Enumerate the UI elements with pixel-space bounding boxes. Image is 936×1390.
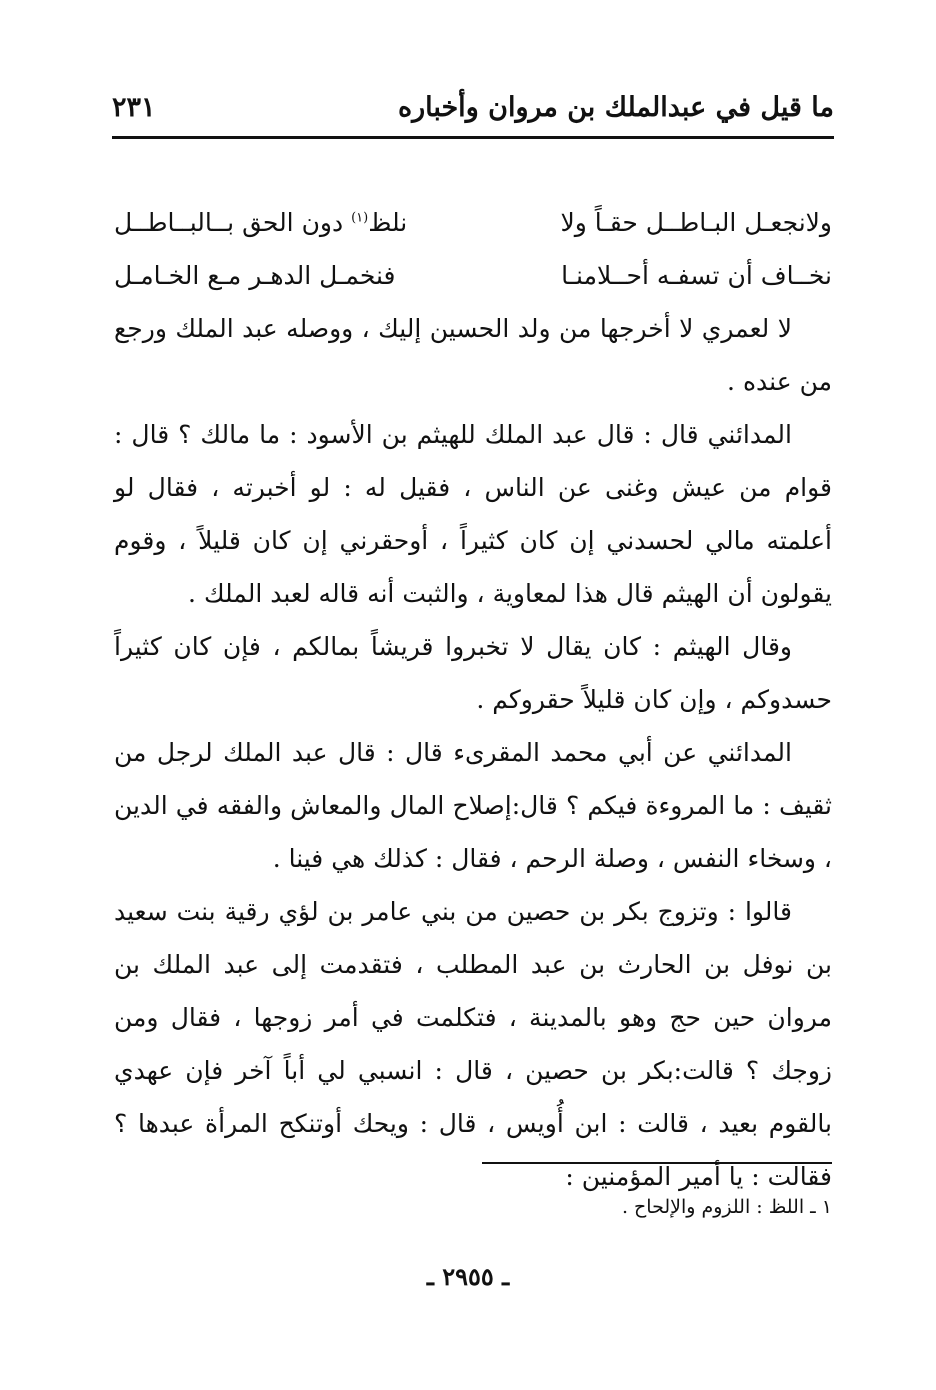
footnote: ١ ـ اللظ : اللزوم والإلحاح . bbox=[621, 1196, 832, 1218]
paragraph: المدائني عن أبي محمد المقرىء قال : قال عبد الملك لرجل من ثقيف : ما المروءة فيكم ؟ قال:إصلاح المال والمعاش والفقه في الدين ، وسخاء النفس ، وصلة الرحم ، فقال : كذلك هي فينا . bbox=[114, 738, 832, 873]
verse-1-first-hemistich: ولانجعـل البـاطــل حقـاً ولا bbox=[560, 208, 832, 237]
footnote-divider bbox=[482, 1162, 832, 1164]
verse-2-first-hemistich: نخــاف أن تسفـه أحــلامنـا bbox=[561, 261, 832, 290]
page-header bbox=[112, 88, 834, 130]
verse-line-2 bbox=[114, 249, 832, 302]
header-divider bbox=[112, 136, 834, 139]
verse-1-second-hemistich bbox=[114, 196, 407, 249]
verse-word-with-footnote: نلظ bbox=[368, 208, 408, 237]
verse-line-1 bbox=[114, 196, 832, 249]
main-text bbox=[114, 196, 832, 1203]
paragraph: المدائني قال : قال عبد الملك للهيثم بن الأسود : ما مالك ؟ قال : قوام من عيش وغنى عن الناس ، فقيل له : لو أخبرته ، فقال لو أعلمته مالي لحسدني إن كان كثيراً ، أوحقرني إن كان قليلاً ، وقوم يقولون أن الهيثم قال هذا لمعاوية ، والثبت أنه قاله لعبد الملك . bbox=[114, 420, 832, 608]
running-title: ما قيل في عبدالملك بن مروان وأخباره bbox=[397, 92, 834, 123]
paragraph: قالوا : وتزوج بكر بن حصين من بني عامر بن لؤي رقية بنت سعيد بن نوفل بن الحارث بن عبد المطلب ، فتقدمت إلى عبد الملك بن مروان حين حج وهو بالمدينة ، فتكلمت في أمر زوجها ، فقال ومن زوجك ؟ قالت:بكر بن حصين ، قال : انسبي لي أباً آخر فإن عهدي بالقوم بعيد ، قالت : ابن أُويس ، قال : ويحك أوتنكح المرأة عبدها ؟ فقالت : يا أمير المؤمنين : bbox=[114, 897, 832, 1191]
paragraph: وقال الهيثم : كان يقال لا تخبروا قريشاً بمالكم ، فإن كان كثيراً حسدوكم ، وإن كان قليلاً حقروكم . bbox=[114, 632, 832, 714]
page-footer-number: ـ ٢٩٥٥ ـ bbox=[426, 1262, 510, 1291]
page-number: ٢٣١ bbox=[112, 92, 156, 123]
verse-1-second-rest: دون الحق بــالبــاطــل bbox=[114, 208, 352, 237]
footnote-reference: (١) bbox=[351, 210, 369, 226]
verse-2-second-hemistich: فنخمـل الدهـر مـع الخـامـل bbox=[114, 261, 396, 290]
paragraph: لا لعمري لا أخرجها من ولد الحسين إليك ، ووصله عبد الملك ورجع من عنده . bbox=[114, 314, 832, 396]
